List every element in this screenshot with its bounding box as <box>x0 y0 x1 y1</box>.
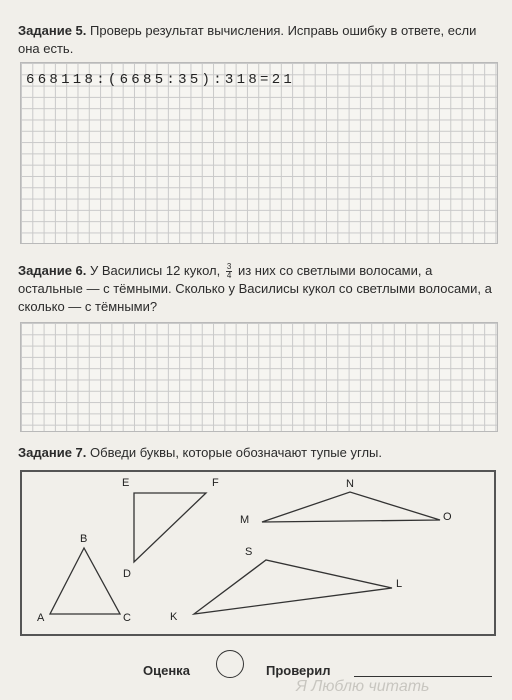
task5-expression: 668118:(6685:35):318=21 <box>26 72 296 88</box>
letter-l[interactable]: L <box>396 578 403 590</box>
letter-e[interactable]: E <box>122 477 130 489</box>
grade-label: Оценка <box>143 663 190 678</box>
triangle-mno <box>262 492 440 522</box>
letter-c[interactable]: C <box>123 612 131 624</box>
letter-s[interactable]: S <box>245 546 253 558</box>
signature-line[interactable] <box>354 676 492 677</box>
triangle-def <box>134 493 206 562</box>
checked-by-label: Проверил <box>266 663 331 678</box>
task6-label: Задание 6. <box>18 263 87 278</box>
task5-body: Проверь результат вычисления. Исправь ошибку в ответе, если она есть. <box>18 23 477 56</box>
task5-label: Задание 5. <box>18 23 87 38</box>
letter-b[interactable]: B <box>80 533 88 545</box>
grade-circle[interactable] <box>216 650 244 678</box>
letter-m[interactable]: M <box>240 514 250 526</box>
triangle-abc <box>50 548 120 614</box>
task7-body: Обведи буквы, которые обозначают тупые углы. <box>90 445 382 460</box>
letter-o[interactable]: O <box>443 511 452 523</box>
letter-f[interactable]: F <box>212 477 219 489</box>
letter-a[interactable]: A <box>37 612 45 624</box>
task6-body-end: из них со светлыми волосами, а остальные — с тёмными. Сколько у Василисы кукол со светлыми волосами, а сколько — с тёмными? <box>18 263 492 315</box>
task7-label: Задание 7. <box>18 445 87 460</box>
triangle-skl <box>194 560 392 614</box>
task6-body-start: У Василисы 12 кукол, <box>90 263 221 278</box>
fraction-denominator: 4 <box>226 271 232 281</box>
watermark: Я Люблю читать <box>296 678 430 695</box>
letter-d[interactable]: D <box>123 568 131 580</box>
fraction-numerator: 3 <box>226 262 232 272</box>
letter-n[interactable]: N <box>346 478 354 490</box>
letter-k[interactable]: K <box>170 611 178 623</box>
